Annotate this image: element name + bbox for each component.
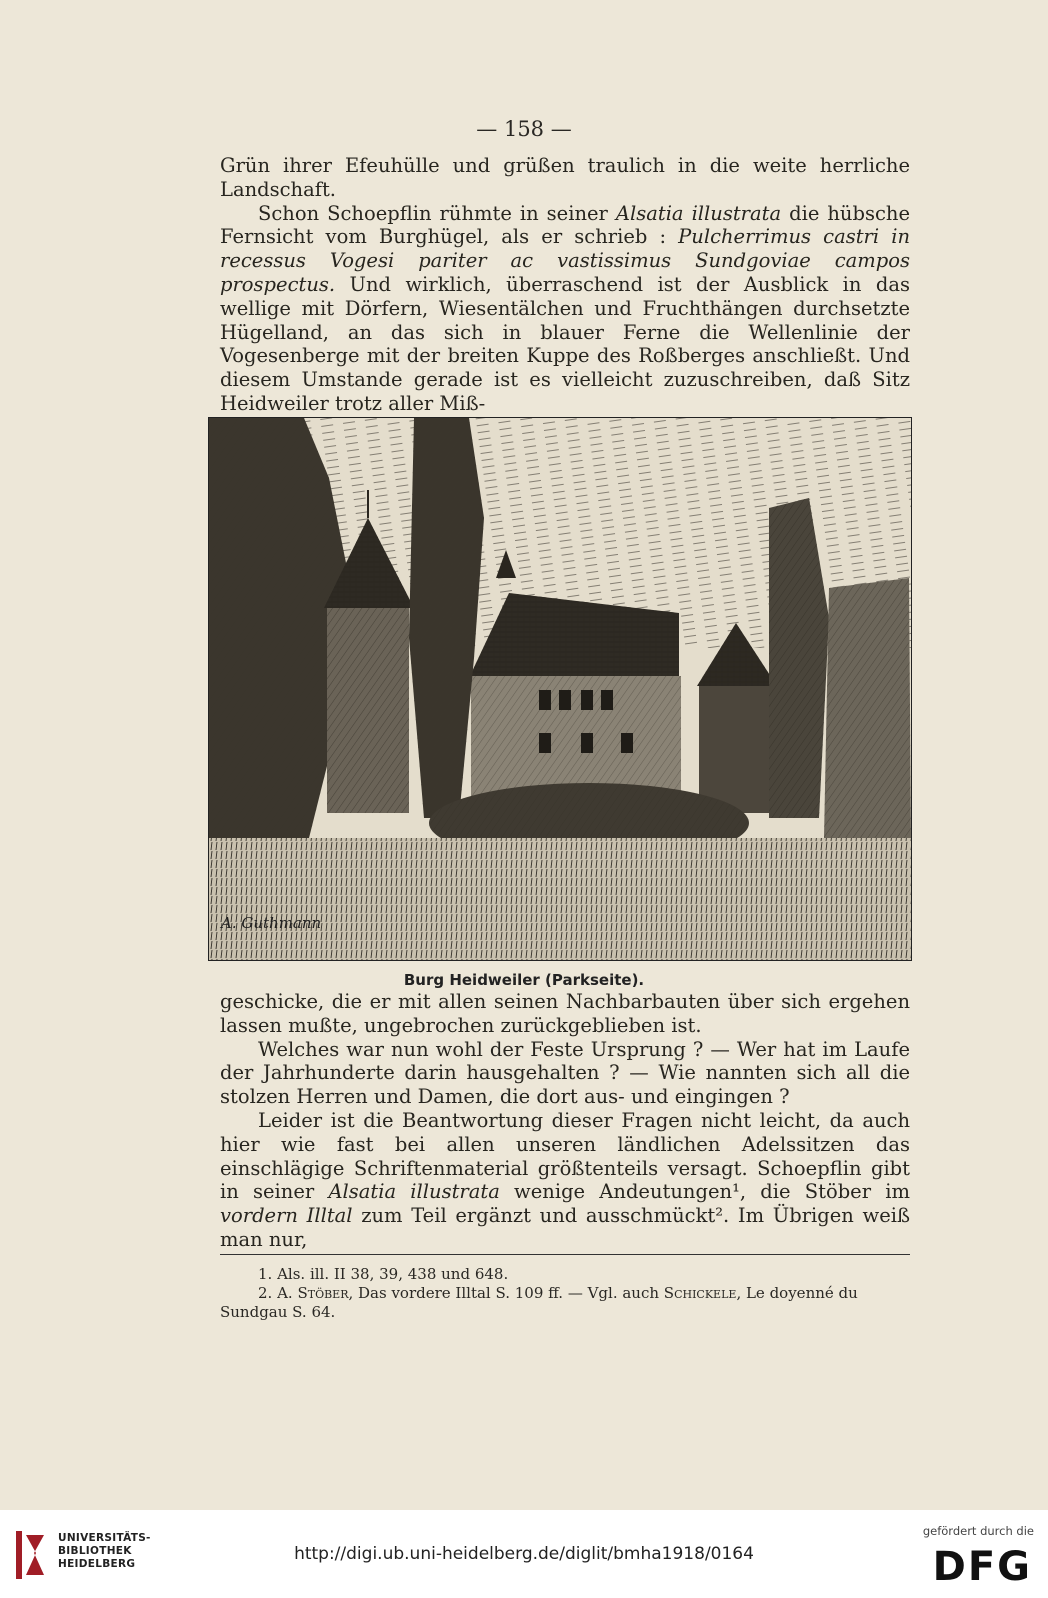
text-run: , Le doyenné du Sundgau S. 64.: [220, 1284, 858, 1321]
body-text-bottom: [220, 990, 910, 1252]
text-run: wenige Andeutungen¹, die Stöber im: [499, 1180, 910, 1204]
text-run: Stöber: [297, 1284, 349, 1302]
italic-text: vordern Illtal: [220, 1204, 353, 1228]
text-run: 1. Als. ill. II 38, 39, 438 und 648.: [258, 1265, 509, 1283]
body-text-top: [220, 154, 910, 416]
text-run: die hübsche Fernsicht vom Burghügel, als er schrieb :: [220, 201, 910, 249]
paragraph: [220, 1038, 910, 1109]
text-run: Welches war nun wohl der Feste Ursprung ? — Wer hat im Laufe der Jahrhunderte darin hausgehalten ? — Wie nannten sich all die stolzen Herren und Damen, die dort aus- und eingingen ?: [220, 1037, 910, 1109]
page-number: — 158 —: [476, 117, 572, 141]
burg-heidweiler-engraving: [209, 418, 911, 960]
text-run: Schickele: [663, 1284, 737, 1302]
figure-caption: Burg Heidweiler (Parkseite).: [403, 971, 645, 989]
paragraph: [220, 990, 910, 1038]
footnotes: [220, 1265, 910, 1322]
text-run: geschicke, die er mit allen seinen Nachbarbauten über sich ergehen lassen mußte, ungebrochen zurückgeblieben ist.: [220, 990, 910, 1037]
italic-text: Alsatia illustrata: [615, 201, 782, 225]
permalink-url[interactable]: http://digi.ub.uni-heidelberg.de/diglit/bmha1918/0164: [294, 1544, 754, 1564]
funding-note: gefördert durch die: [922, 1524, 1034, 1538]
text-run: Schon Schoepflin rühmte in seiner: [258, 201, 616, 225]
text-run: Leider ist die Beantwortung dieser Fragen nicht leicht, da auch hier wie fast bei allen unseren ländlichen Adelssitzen das einschlägige Schriftenmaterial größtenteils versagt. Schoepflin gibt in seiner: [220, 1108, 910, 1204]
footnote-rule: [220, 1254, 910, 1255]
text-run: zum Teil ergänzt und ausschmückt². Im Übrigen weiß man nur,: [220, 1204, 910, 1251]
text-run: , Das vordere Illtal S. 109 ff. — Vgl. auch: [348, 1284, 664, 1302]
italic-text: Pulcherrimus castri in recessus Vogesi pariter ac vastissimus Sundgoviae campos prospectus.: [220, 225, 911, 296]
text-run: 2. A.: [258, 1284, 298, 1302]
italic-text: Alsatia illustrata: [328, 1180, 500, 1204]
paragraph: [220, 1265, 910, 1284]
paragraph: [220, 1109, 910, 1252]
library-name: UNIVERSITÄTS- BIBLIOTHEK HEIDELBERG: [58, 1532, 151, 1570]
text-run: Grün ihrer Efeuhülle und grüßen traulich in die weite herrliche Landschaft.: [220, 154, 910, 201]
paragraph: [220, 154, 910, 202]
artist-signature: A. Guthmann: [221, 914, 322, 932]
paragraph: [220, 202, 910, 416]
text-run: Und wirklich, überraschend ist der Ausblick in das wellige mit Dörfern, Wiesentälchen und Fruchthängen durchsetzte Hügelland, an das sich in blauer Ferne die Wellenlinie der Vogesenberge mit der breiten Kuppe des Roßberges anschließt. Und diesem Umstande gerade ist es vielleicht zuzuschreiben, daß Sitz Heidweiler trotz aller Miß-: [220, 272, 910, 415]
paragraph: [220, 1284, 910, 1322]
dfg-logo: DFG: [932, 1544, 1032, 1590]
castle-illustration: [208, 417, 912, 961]
digitization-footer: [0, 1510, 1048, 1598]
